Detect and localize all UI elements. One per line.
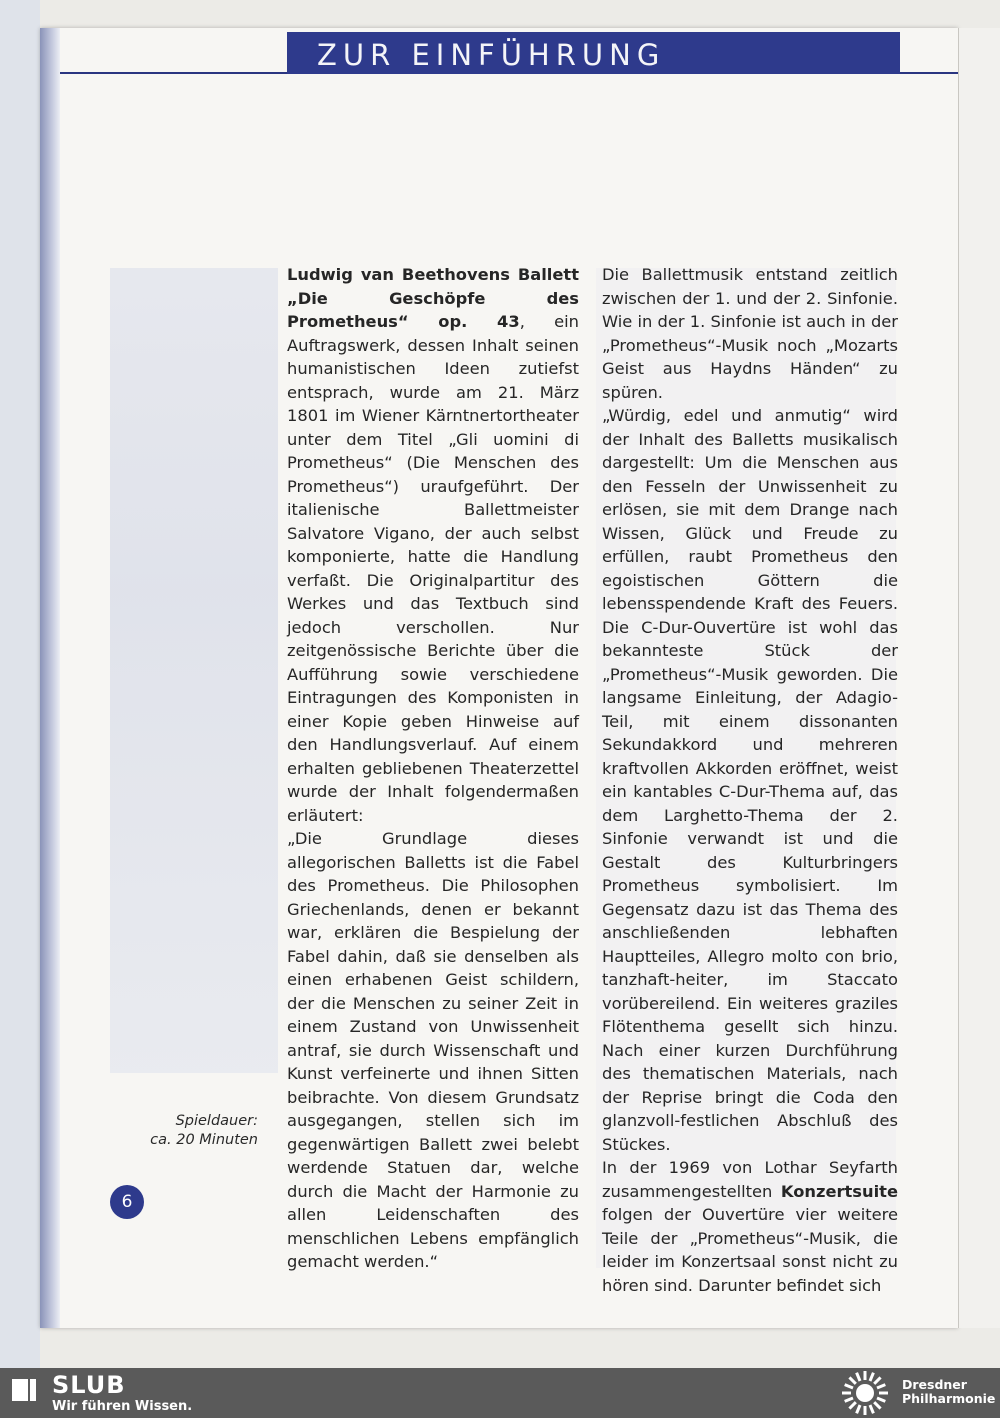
text-column-right [602,263,898,1297]
philharmonie-logo-icon [840,1370,890,1416]
paragraph-analysis: „Würdig, edel und anmutig“ wird der Inhalt des Balletts musikalisch dargestellt: Um die Menschen aus den Fesseln der Unwissenheit zu erlösen, sie mit dem Drange nach Wissen, Glück und Freude zu erfüllen, raubt Prometheus den egoistischen Göttern die lebensspendende Kraft des Feuers. Die C-Dur-Ouvertüre ist wohl das bekannteste Stück der „Prometheus“-Musik geworden. Die langsame Einleitung, der Adagio-Teil, mit einem dissonanten Sekundakkord und mehreren kraftvollen Akkorden eröffnet, weist ein kantables C-Dur-Thema auf, das dem Larghetto-Thema der 2. Sinfonie verwandt ist und die Gestalt des Kulturbringers Prometheus symbolisiert. Im Gegensatz dazu ist das Thema des anschließenden lebhaften Hauptteiles, Allegro molto con brio, tanzhaft-heiter, im Staccato vorübereilend. Ein weiteres graziles Flötenthema gesellt sich hinzu. Nach einer kurzen Durchführung des thematischen Materials, nach der Reprise bringt die Coda den glanzvoll-festlichen Abschluß des Stückes. [602,406,898,1154]
slub-logo-icon [10,1376,40,1404]
suite-text-after: folgen der Ouvertüre vier weitere Teile der „Prometheus“-Musik, die leider im Konzertsaal sonst nicht zu hören sind. Darunter befindet sich [602,1205,898,1295]
library-name: SLUB [52,1371,126,1399]
playbill-quote: „Die Grundlage dieses allegorischen Balletts ist die Fabel des Prometheus. Die Philosophen Griechenlands, denen er bekannt war, erklären die Bespielung der Fabel dahin, daß sie denselben als einen erhabenen Geist schildern, der die Menschen zu seiner Zeit in einem Zustand von Unwissenheit antraf, sie durch Wissenschaft und Kunst verfeinerte und ihnen Sitten beibrachte. Von diesem Grundsatz ausgegangen, stellen sich im gegenwärtigen Ballett zwei belebt werdende Statuen dar, welche durch die Macht der Harmonie zu allen Leidenschaften des menschlichen Lebens empfänglich gemacht werden.“ [287,829,579,1271]
paragraph-suite [602,1156,898,1297]
scan-background [0,0,40,1368]
library-slogan: Wir führen Wissen. [52,1399,193,1414]
partner-name-line1: Dresdner [902,1377,967,1392]
duration-note [140,1112,258,1150]
next-page-edge [958,28,1000,1328]
section-title: ZUR EINFÜHRUNG [287,32,900,74]
partner-name-line2: Philharmonie [902,1391,996,1406]
intro-bold-title: Ludwig van Beethovens Ballett „Die Geschöpfe des Prometheus“ op. 43 [287,265,579,331]
suite-text-before: In der 1969 von Lothar Seyfarth zusammengestellten [602,1158,898,1201]
footer-bar [0,1368,1000,1418]
intro-text: , ein Auftragswerk, dessen Inhalt seinen humanistischen Ideen zutiefst entsprach, wurde am 21. März 1801 im Wiener Kärntnertortheater unter dem Titel „Gli uomini di Prometheus“ (Die Menschen des Prometheus“) uraufgeführt. Der italienische Ballettmeister Salvatore Vigano, der auch selbst komponierte, hatte die Handlung verfaßt. Die Originalpartitur des Werkes und das Textbuch sind jedoch verschollen. Nur zeitgenössische Berichte über die Aufführung sowie verschiedene Eintragungen des Komponisten in einer Kopie geben Hinweise auf den Handlungsverlauf. Auf einem erhalten gebliebenen Theaterzettel wurde der Inhalt folgendermaßen erläutert: [287,312,579,825]
partner-name [902,1378,995,1406]
page-number: 6 [110,1185,144,1219]
paragraph-composition: Die Ballettmusik entstand zeitlich zwischen der 1. und der 2. Sinfonie. Wie in der 1. Sinfonie ist auch in der „Prometheus“-Musik noch „Mozarts Geist aus Haydns Händen“ zu spüren. [602,265,898,402]
text-column-left [287,263,579,1274]
duration-label: Spieldauer: [175,1113,258,1129]
faint-photo-left [110,268,278,1073]
page-spine-shadow [40,28,60,1328]
intro-paragraph [287,263,579,827]
suite-bold-term: Konzertsuite [780,1181,898,1201]
duration-value: ca. 20 Minuten [150,1132,258,1148]
